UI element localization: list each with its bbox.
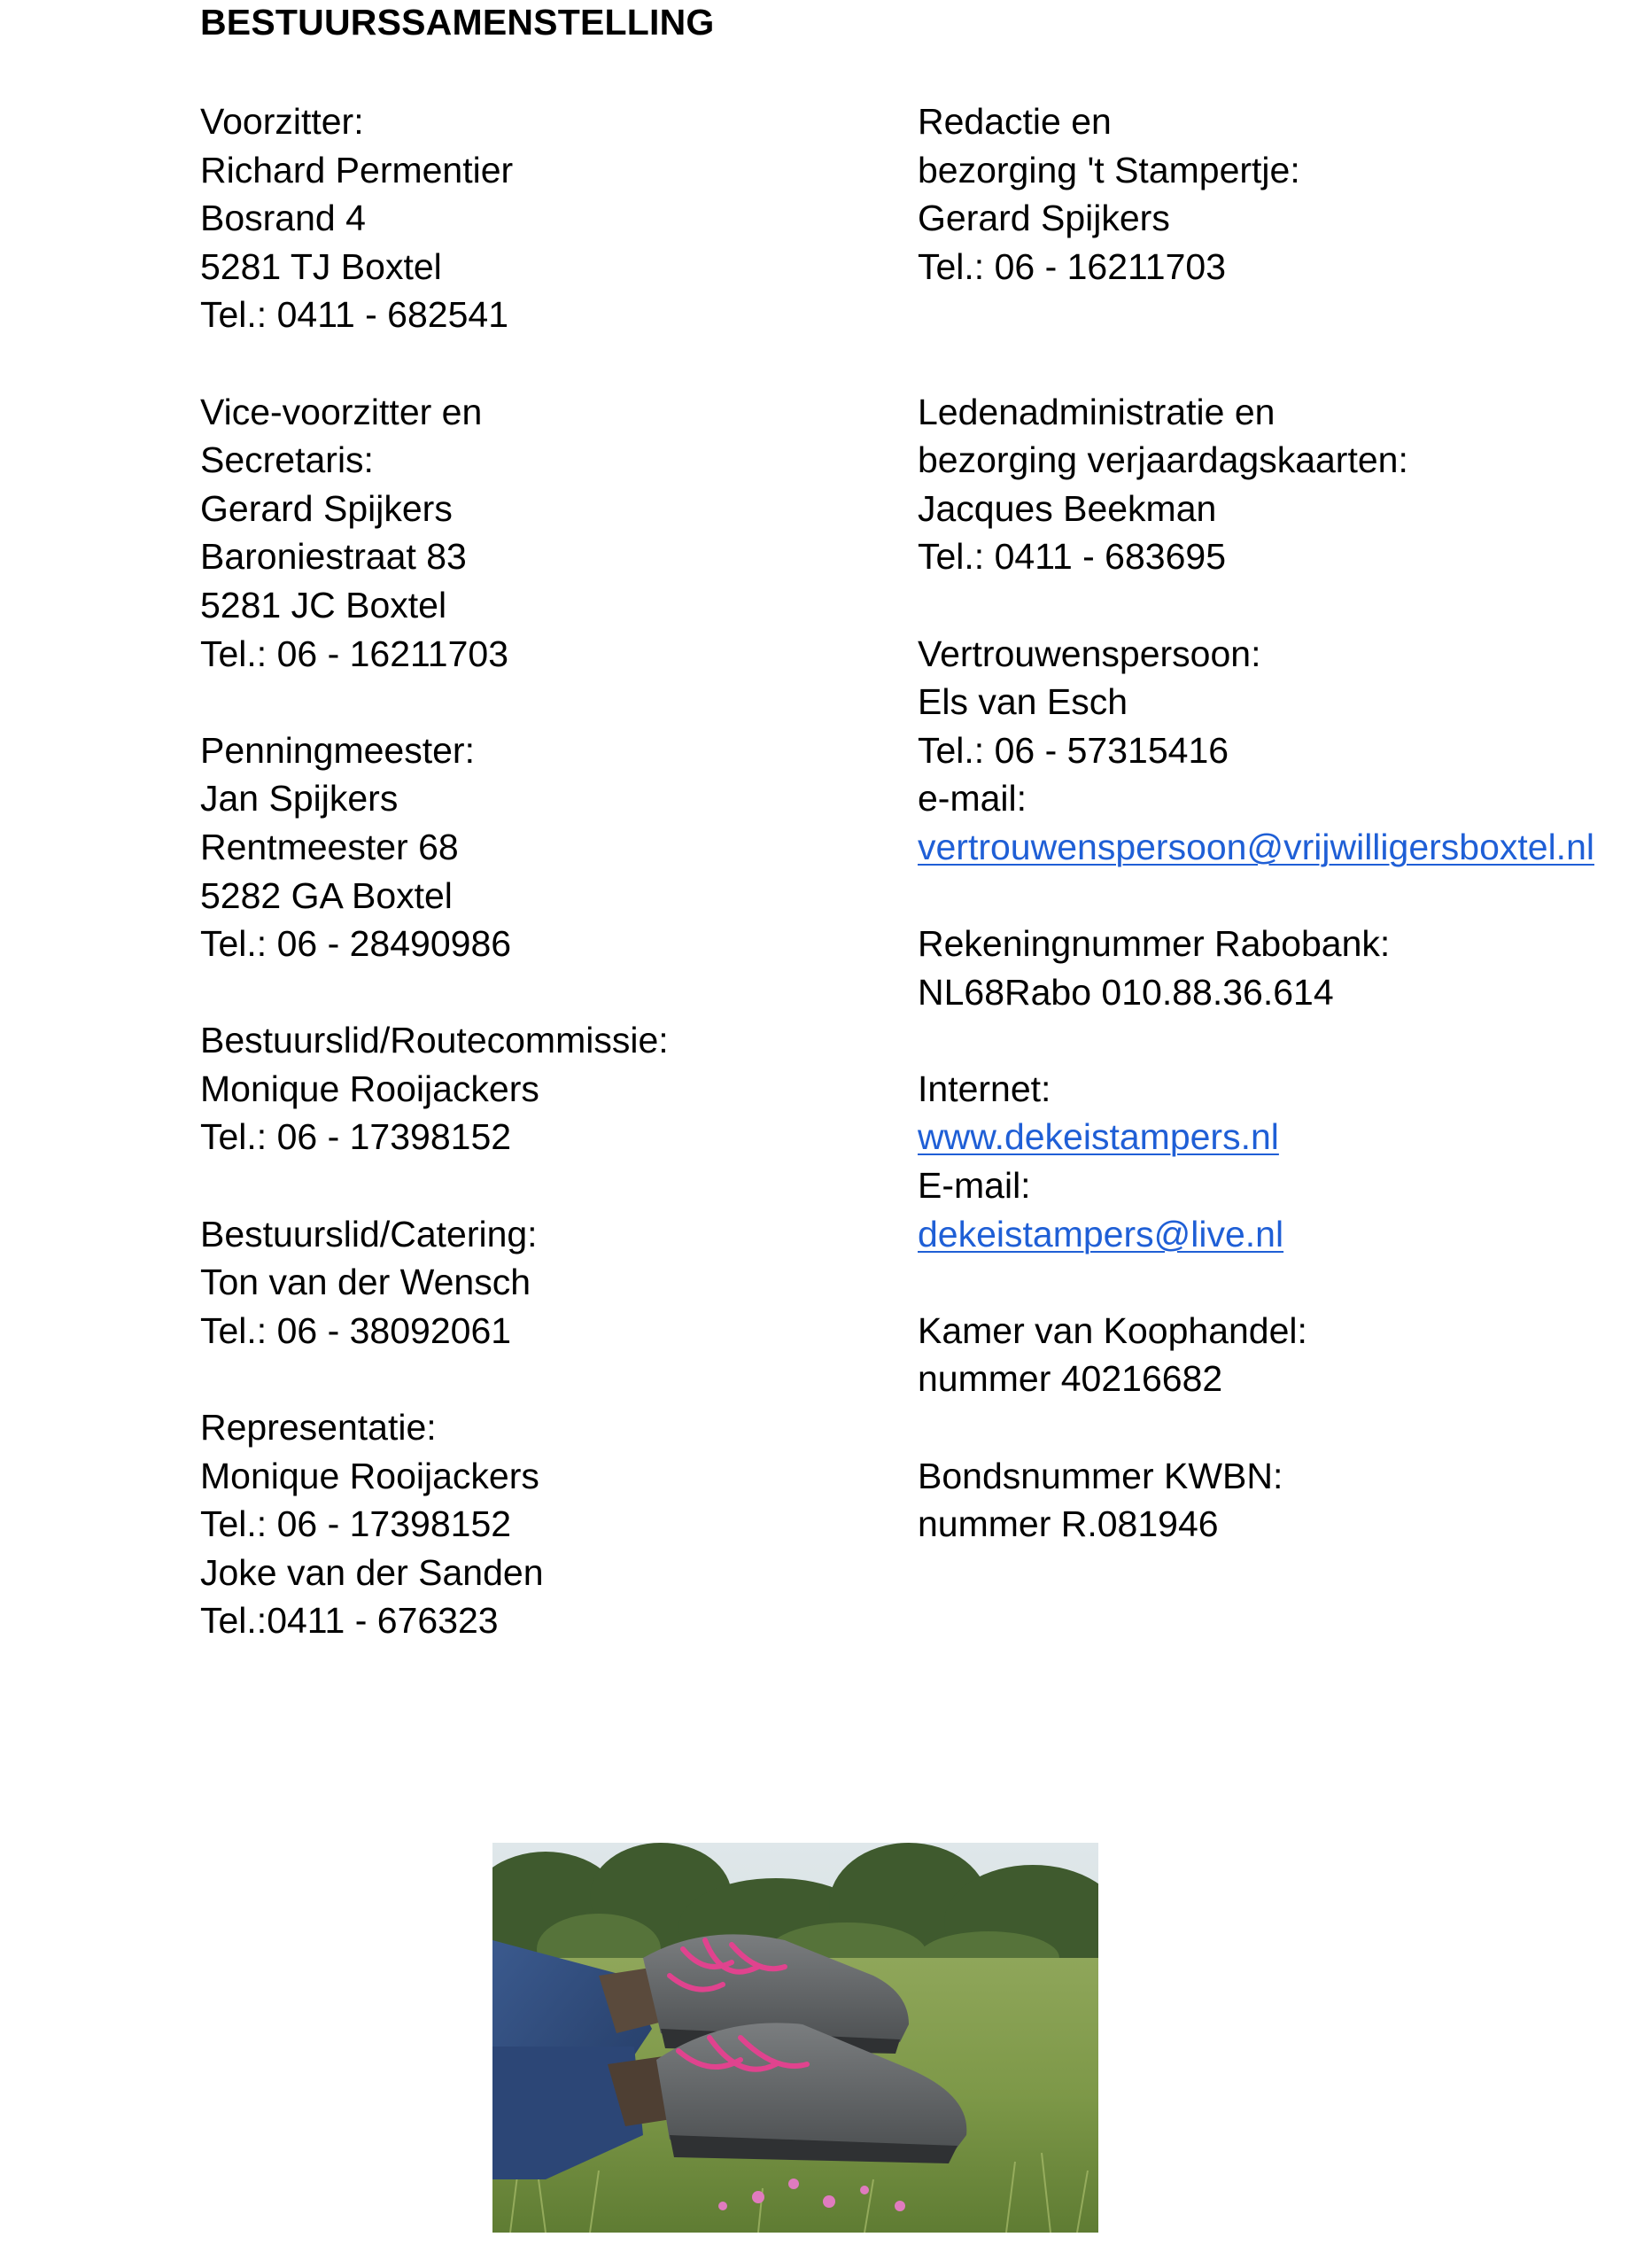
penningmeester-name: Jan Spijkers: [200, 778, 399, 819]
block-ledenadministratie: [918, 388, 1594, 581]
email-line: [918, 1210, 1594, 1259]
rekening-value: NL68Rabo 010.88.36.614: [918, 971, 1334, 1013]
vertrouwenspersoon-tel: Tel.: 06 - 57315416: [918, 729, 1229, 771]
spacer: [918, 1016, 1594, 1065]
redactie-name: Gerard Spijkers: [918, 198, 1170, 239]
spacer: [200, 339, 669, 388]
spacer: [200, 1355, 669, 1403]
representatie-tel-1: Tel.: 06 - 17398152: [200, 1503, 512, 1545]
kvk-value: nummer 40216682: [918, 1358, 1223, 1400]
vicevoorzitter-name: Gerard Spijkers: [200, 487, 453, 529]
spacer: [200, 968, 669, 1017]
block-vicevoorzitter: [200, 388, 669, 679]
kwbn-heading: Bondsnummer KWBN:: [918, 1455, 1283, 1496]
boots-illustration: [492, 1843, 1098, 2233]
routecommissie-heading: Bestuurslid/Routecommissie:: [200, 1020, 669, 1061]
block-rekening: [918, 920, 1594, 1016]
redactie-tel: Tel.: 06 - 16211703: [918, 245, 1226, 287]
block-internet: [918, 1065, 1594, 1258]
left-column: [200, 97, 669, 1645]
spacer: [918, 872, 1594, 920]
representatie-name-1: Monique Rooijackers: [200, 1455, 539, 1496]
penningmeester-tel: Tel.: 06 - 28490986: [200, 923, 512, 965]
vertrouwenspersoon-heading: Vertrouwenspersoon:: [918, 633, 1261, 674]
vertrouwenspersoon-email-line: [918, 823, 1594, 872]
penningmeester-heading: Penningmeester:: [200, 729, 475, 771]
spacer: [918, 291, 1594, 339]
spacer: [918, 1403, 1594, 1452]
block-catering: [200, 1210, 669, 1355]
voorzitter-city: 5281 TJ Boxtel: [200, 245, 442, 287]
photo-walking-boots: [492, 1843, 1098, 2233]
kwbn-value: nummer R.081946: [918, 1503, 1219, 1545]
representatie-tel-2: Tel.:0411 - 676323: [200, 1600, 499, 1642]
block-penningmeester: [200, 726, 669, 968]
vicevoorzitter-city: 5281 JC Boxtel: [200, 584, 447, 625]
email-label: E-mail:: [918, 1165, 1031, 1207]
routecommissie-name: Monique Rooijackers: [200, 1068, 539, 1109]
ledenadministratie-name: Jacques Beekman: [918, 487, 1217, 529]
catering-tel: Tel.: 06 - 38092061: [200, 1309, 512, 1351]
ledenadministratie-heading-2: bezorging verjaardagskaarten:: [918, 439, 1408, 481]
spacer: [200, 678, 669, 726]
block-representatie: [200, 1403, 669, 1645]
vertrouwenspersoon-email-label: e-mail:: [918, 778, 1027, 819]
catering-heading: Bestuurslid/Catering:: [200, 1213, 538, 1254]
block-kwbn: [918, 1452, 1594, 1549]
spacer: [918, 1258, 1594, 1307]
vertrouwenspersoon-email-link[interactable]: vertrouwenspersoon@vrijwilligersboxtel.nl: [918, 826, 1594, 867]
redactie-heading: Redactie en: [918, 101, 1112, 142]
website-link[interactable]: www.dekeistampers.nl: [918, 1116, 1279, 1158]
internet-heading: Internet:: [918, 1068, 1051, 1109]
voorzitter-name: Richard Permentier: [200, 149, 514, 190]
spacer: [200, 1161, 669, 1210]
right-column: [918, 97, 1594, 1549]
vicevoorzitter-tel: Tel.: 06 - 16211703: [200, 633, 508, 674]
voorzitter-tel: Tel.: 0411 - 682541: [200, 294, 508, 336]
ledenadministratie-heading: Ledenadministratie en: [918, 391, 1275, 432]
representatie-name-2: Joke van der Sanden: [200, 1551, 544, 1593]
representatie-heading: Representatie:: [200, 1407, 437, 1449]
block-routecommissie: [200, 1016, 669, 1161]
website-line: [918, 1113, 1594, 1161]
spacer: [918, 581, 1594, 630]
voorzitter-street: Bosrand 4: [200, 198, 366, 239]
vertrouwenspersoon-name: Els van Esch: [918, 681, 1128, 723]
ledenadministratie-tel: Tel.: 0411 - 683695: [918, 536, 1226, 578]
block-redactie: [918, 97, 1594, 291]
redactie-heading-2: bezorging 't Stampertje:: [918, 149, 1300, 190]
rekening-heading: Rekeningnummer Rabobank:: [918, 923, 1391, 965]
email-link[interactable]: dekeistampers@live.nl: [918, 1213, 1284, 1254]
block-vertrouwenspersoon: [918, 630, 1594, 872]
routecommissie-tel: Tel.: 06 - 17398152: [200, 1116, 512, 1158]
spacer: [918, 339, 1594, 388]
secretaris-heading: Secretaris:: [200, 439, 374, 481]
penningmeester-street: Rentmeester 68: [200, 826, 459, 867]
vicevoorzitter-street: Baroniestraat 83: [200, 536, 467, 578]
block-voorzitter: [200, 97, 669, 339]
vicevoorzitter-heading: Vice-voorzitter en: [200, 391, 483, 432]
penningmeester-city: 5282 GA Boxtel: [200, 874, 453, 916]
voorzitter-heading: Voorzitter:: [200, 101, 364, 142]
page-title: BESTUURSSAMENSTELLING: [200, 2, 715, 43]
catering-name: Ton van der Wensch: [200, 1262, 531, 1303]
kvk-heading: Kamer van Koophandel:: [918, 1309, 1307, 1351]
block-kvk: [918, 1307, 1594, 1403]
